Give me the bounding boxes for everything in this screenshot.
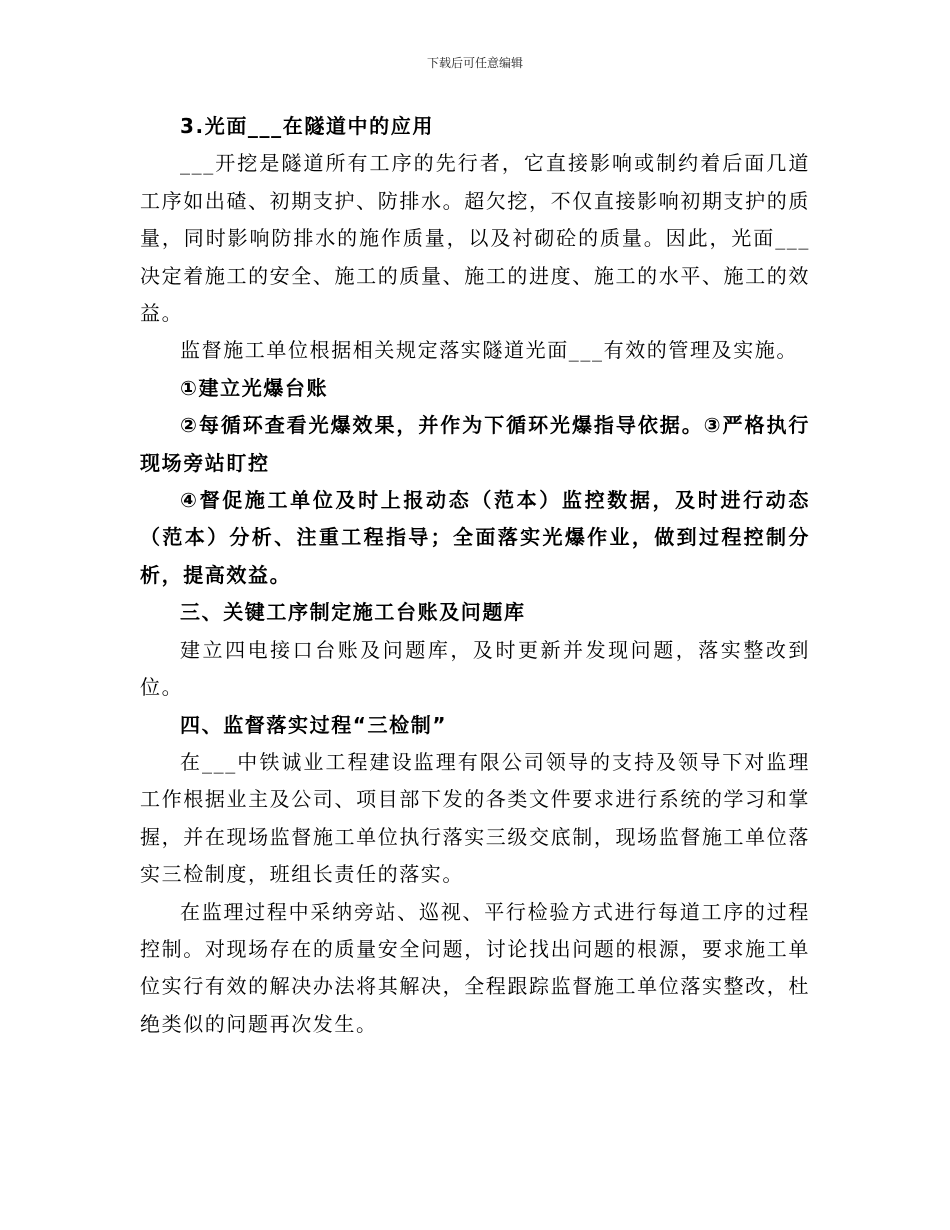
list-item-1: ①建立光爆台账 xyxy=(180,375,329,400)
list-item-2-3: ②每循环查看光爆效果，并作为下循环光爆指导依据。③严格执行现场旁站盯控 xyxy=(140,413,810,475)
paragraph-company-support: 在___中铁诚业工程建设监理有限公司领导的支持及领导下对监理工作根据业主及公司、项目部下发的各类文件要求进行系统的学习和掌握，并在现场监督施工单位执行落实三级交底制，现场监督施工单位落实三检制度，班组长责任的落实。 xyxy=(140,749,810,887)
list-item-4: ④督促施工单位及时上报动态（范本）监控数据，及时进行动态（范本）分析、注重工程指导；全面落实光爆作业，做到过程控制分析，提高效益。 xyxy=(140,488,810,587)
paragraph-interface-ledger: 建立四电接口台账及问题库，及时更新并发现问题，落实整改到位。 xyxy=(140,637,810,700)
section-heading-4: 四、监督落实过程“三检制” xyxy=(180,712,448,737)
paragraph-process-control: 在监理过程中采纳旁站、巡视、平行检验方式进行每道工序的过程控制。对现场存在的质量安全问题，讨论找出问题的根源，要求施工单位实行有效的解决办法将其解决，全程跟踪监督施工单位落实整改，杜绝类似的问题再次发生。 xyxy=(140,899,810,1036)
paragraph-supervision: 监督施工单位根据相关规定落实隧道光面___有效的管理及实施。 xyxy=(180,338,798,363)
page-header: 下载后可任意编辑 xyxy=(426,56,523,70)
document-body xyxy=(140,108,810,1043)
section-heading-tunnel-blasting: 3.光面___在隧道中的应用 xyxy=(180,114,434,138)
paragraph-excavation: ___开挖是隧道所有工序的先行者，它直接影响或制约着后面几道工序如出碴、初期支护、防排水。超欠挖，不仅直接影响初期支护的质量，同时影响防排水的施作质量，以及衬砌砼的质量。因此，光面___决定着施工的安全、施工的质量、施工的进度、施工的水平、施工的效益。 xyxy=(140,151,810,326)
section-heading-3: 三、关键工序制定施工台账及问题库 xyxy=(180,600,526,625)
